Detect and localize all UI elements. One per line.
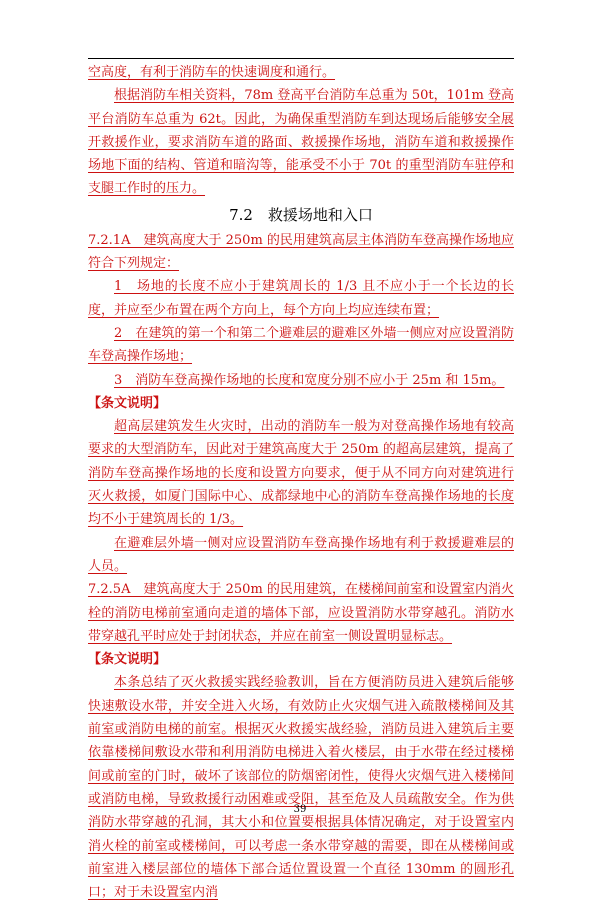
clause-item-1: 1 场地的长度不应小于建筑周长的 1/3 且不应小于一个长边的长度，并应至少布置在两个方向上，每个方向上均应连续布置； xyxy=(88,279,514,318)
section-heading: 7.2 救援场地和入口 xyxy=(229,205,373,224)
paragraph-continuation: 空高度，有利于消防车的快速调度和通行。 xyxy=(88,65,336,80)
clause-item-2: 2 在建筑的第一个和第二个避难层的避难区外墙一侧应对应设置消防车登高操作场地； xyxy=(88,325,514,365)
explanation-label: 【条文说明】 xyxy=(88,652,167,668)
clause-7-2-5a: 7.2.5A 建筑高度大于 250m 的民用建筑，在楼梯间前室和设置室内消火栓的消防电梯前室通向走道的墙体下部，应设置消防水带穿越孔。消防水带穿越孔平时应处于封闭状态，并应在前室一侧设置明显标志。 xyxy=(88,582,514,644)
header-rule xyxy=(88,58,514,59)
explanation-label: 【条文说明】 xyxy=(88,395,167,411)
clause-item-3: 3 消防车登高操作场地的长度和宽度分别不应小于 25m 和 15m。 xyxy=(114,372,505,388)
explanation-paragraph: 本条总结了灭火救援实践经验教训，旨在方便消防员进入建筑后能够快速敷设水带，并安全进入火场，有效防止火灾烟气进入疏散楼梯间及其前室或消防电梯的前室。根据灭火救援实战经验，消防员进入建筑后主要依靠楼梯间敷设水带和利用消防电梯进入着火楼层，由于水带在经过楼梯间或前室的门时，破坏了该部位的防烟密闭性，使得火灾烟气进入楼梯间或消防电梯，导致救援行动困难或受阻，甚至危及人员疏散安全。作为供消防水带穿越的孔洞，其大小和位置要根据具体情况确定，对于设置室内消火栓的前室或楼梯间，可以考虑一条水带穿越的需要，即在从楼梯间或前室进入楼层部位的墙体下部合适位置设置一个直径 130mm 的圆形孔口；对于未设置室内消 xyxy=(88,675,514,901)
page-number: 39 xyxy=(293,804,307,815)
clause-7-2-1a: 7.2.1A 建筑高度大于 250m 的民用建筑高层主体消防车登高操作场地应符合下列规定： xyxy=(88,232,514,272)
page-content xyxy=(88,61,514,904)
explanation-paragraph: 在避难层外墙一侧对应设置消防车登高操作场地有利于救援避难层的人员。 xyxy=(88,535,514,574)
explanation-paragraph: 超高层建筑发生火灾时，出动的消防车一般为对登高操作场地有较高要求的大型消防车，因此对于建筑高度大于 250m 的超高层建筑，提高了消防车登高操作场地的长度和设置方向要求，便于从不同方向对建筑进行灭火救援，如厦门国际中心、成都绿地中心的消防车登高操作场地的长度均不小于建筑周长的 1/3。 xyxy=(88,419,514,528)
paragraph-vehicle-weight: 根据消防车相关资料，78m 登高平台消防车总重为 50t，101m 登高平台消防车总重为 62t。因此，为确保重型消防车到达现场后能够安全展开救援作业，要求消防车道的路面、救援操作场地，消防车道和救援操作场地下面的结构、管道和暗沟等，能承受不小于 70t 的重型消防车驻停和支腿工作时的压力。 xyxy=(88,88,514,197)
